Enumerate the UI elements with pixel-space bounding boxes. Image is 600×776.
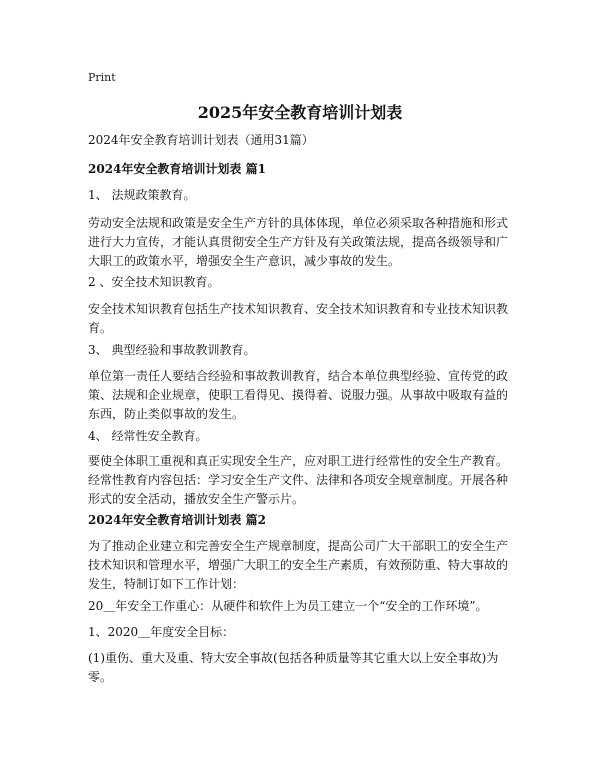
paragraph: 安全技术知识教育包括生产技术知识教育、安全技术知识教育和专业技术知识教育。: [88, 302, 509, 335]
paragraph: 单位第一责任人要结合经验和事故教训教育，结合本单位典型经验、宣传党的政策、法规和企业规章，使职工看得见、摸得着、说服力强。从事故中吸取有益的东西，防止类似事故的发生。: [88, 369, 509, 421]
paragraph: 1、2020＿年度安全目标：: [88, 625, 235, 639]
section-heading-1: 2024年安全教育培训计划表 篇1: [88, 162, 266, 176]
paragraph: 为了推动企业建立和完善安全生产规章制度，提高公司广大干部职工的安全生产技术知识和管理水平，增强广大职工的安全生产素质，有效预防重、特大事故的发生，特制订如下工作计划：: [88, 539, 509, 591]
paragraph: 劳动安全法规和政策是安全生产方针的具体体现，单位必须采取各种措施和形式进行大力宣传，才能认真贯彻安全生产方针及有关政策法规，提高各级领导和广大职工的政策水平，增强安全生产意识，减少事故的发生。: [88, 216, 509, 268]
paragraph: 要使全体职工重视和真正实现安全生产，应对职工进行经常性的安全生产教育。经常性教育内容包括：学习安全生产文件、法律和各项安全规章制度。开展各种形式的安全活动，播放安全生产警示片。: [88, 454, 509, 506]
paragraph: 3、 典型经验和事故教训教育。: [88, 343, 256, 357]
paragraph: 20＿年安全工作重心：从硬件和软件上为员工建立一个“安全的工作环境”。: [88, 599, 488, 613]
print-link[interactable]: Print: [88, 71, 116, 84]
section-heading-2: 2024年安全教育培训计划表 篇2: [88, 513, 266, 527]
document-subtitle: 2024年安全教育培训计划表（通用31篇）: [88, 133, 314, 147]
paragraph: (1)重伤、重大及重、特大安全事故(包括各种质量等其它重大以上安全事故)为零。: [88, 651, 499, 684]
paragraph: 2 、安全技术知识教育。: [88, 275, 220, 289]
paragraph: 1、 法规政策教育。: [88, 188, 196, 202]
page-title: 2025年安全教育培训计划表: [197, 103, 403, 122]
paragraph: 4、 经常性安全教育。: [88, 429, 208, 443]
